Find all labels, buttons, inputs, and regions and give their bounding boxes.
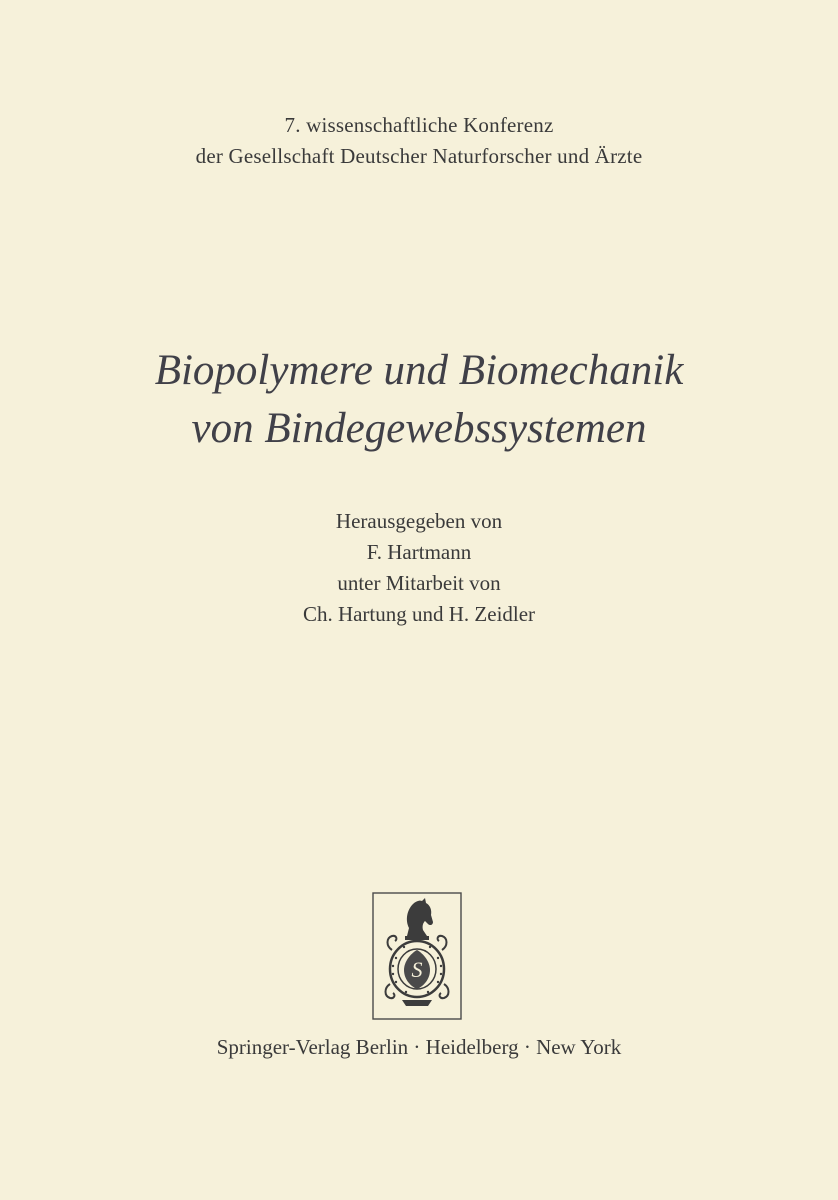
collaboration-label: unter Mitarbeit von (337, 571, 501, 595)
edited-by-label: Herausgegeben von (335, 509, 503, 533)
book-title-line-2: von Bindegewebssystemen (191, 405, 647, 452)
springer-horse-emblem-icon (372, 892, 462, 1020)
book-title (0, 342, 838, 458)
conference-heading (0, 110, 838, 172)
editors-block (0, 506, 838, 630)
publisher-imprint: Springer-Verlag Berlin · Heidelberg · New York (216, 1035, 622, 1059)
collaborator-names: Ch. Hartung und H. Zeidler (302, 602, 536, 626)
conference-line-1: 7. wissenschaftliche Konferenz (284, 113, 554, 137)
emblem-letter: S (411, 957, 423, 982)
editor-name: F. Hartmann (366, 540, 472, 564)
conference-line-2: der Gesellschaft Deutscher Naturforscher und Ärzte (195, 144, 643, 168)
book-title-line-1: Biopolymere und Biomechanik (154, 347, 684, 394)
